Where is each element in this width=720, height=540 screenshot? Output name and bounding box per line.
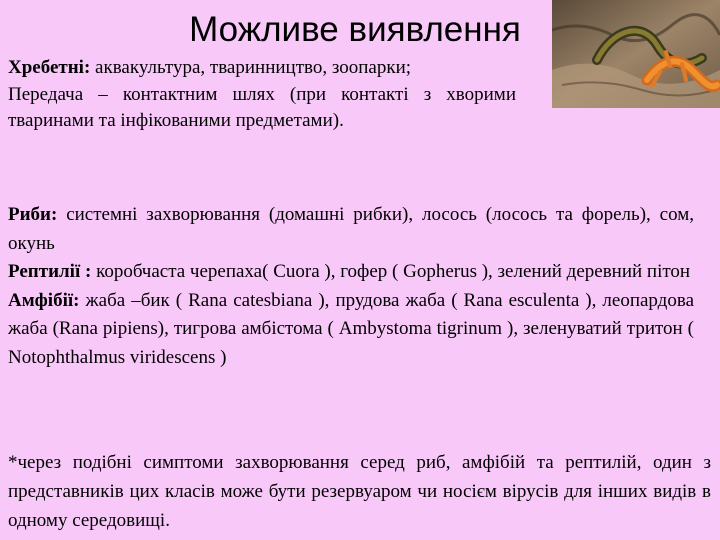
vertebrates-label: Хребетні: <box>8 57 91 78</box>
footnote: *через подібні симптоми захворювання серед риб, амфібій та рептилій, один з представників цих класів може бути резервуаром чи носієм вірусів для інших видів в одному середовищі. <box>8 452 711 531</box>
vertebrates-block <box>8 55 516 135</box>
amphibians-text: жаба –бик ( Rana catesbiana ), прудова жаба ( Rana esculenta ), леопардова жаба (Rana pipiens), тигрова амбістома ( Ambystoma tigrinum ), зеленуватий тритон ( Notophthalmus viridescens ) <box>8 289 694 368</box>
fish-label: Риби: <box>8 204 58 225</box>
amphibians-label: Амфібії: <box>8 289 80 311</box>
slide-title: Можливе виявлення <box>189 10 521 49</box>
transmission-text: Передача – контактним шлях (при контакті з хворими тваринами та інфікованими предметами). <box>8 83 516 131</box>
species-block <box>8 201 694 372</box>
reptiles-label: Рептилії : <box>8 261 92 282</box>
fish-text: системні захворювання (домашні рибки), лосось (лосось та форель), сом, окунь <box>8 204 694 254</box>
reptiles-text: коробчаста черепаха( Cuora ), гофер ( Gopherus ), зелений деревний пітон <box>91 261 691 282</box>
vertebrates-text: аквакультура, тваринництво, зоопарки; <box>90 57 412 78</box>
amphibian-photo <box>552 0 720 108</box>
